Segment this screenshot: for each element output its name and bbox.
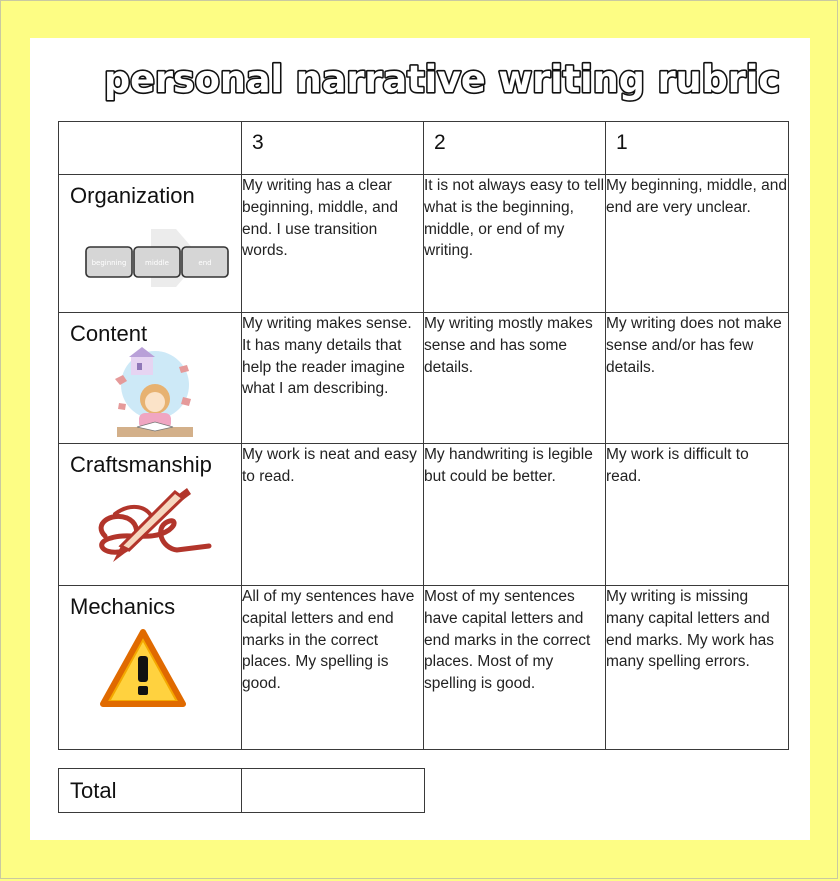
criterion-mechanics (59, 586, 242, 750)
row-organization (59, 175, 789, 313)
cell-content-3: My writing makes sense. It has many details that help the reader imagine what I am describing. (242, 313, 424, 444)
cell-organization-1: My beginning, middle, and end are very unclear. (606, 175, 789, 313)
criterion-label: Mechanics (70, 594, 176, 619)
cell-mechanics-1: My writing is missing many capital letters and end marks. My work has many spelling errors. (606, 586, 789, 750)
warning-icon (97, 626, 189, 712)
total-table (58, 768, 425, 813)
cell-craftsmanship-2: My handwriting is legible but could be better. (424, 444, 606, 586)
criterion-label: Content (70, 321, 148, 346)
total-row (59, 769, 425, 813)
criterion-craftsmanship (59, 444, 242, 586)
cell-craftsmanship-3: My work is neat and easy to read. (242, 444, 424, 586)
cell-content-1: My writing does not make sense and/or has few details. (606, 313, 789, 444)
pencil-signature-icon (91, 484, 215, 580)
title-text: personal narrative writing rubric (104, 57, 780, 101)
icon-label-beginning: beginning (91, 259, 127, 267)
girl-imagining-icon (109, 347, 201, 441)
cell-organization-2: It is not always easy to tell what is the beginning, middle, or end of my writing. (424, 175, 606, 313)
total-label-cell (59, 769, 242, 813)
cell-content-2: My writing mostly makes sense and has some details. (424, 313, 606, 444)
row-mechanics (59, 586, 789, 750)
total-label: Total (70, 778, 117, 803)
header-blank (59, 122, 242, 175)
cell-mechanics-3: All of my sentences have capital letters and end marks in the correct places. My spelling is good. (242, 586, 424, 750)
cell-mechanics-2: Most of my sentences have capital letters and end marks in the correct places. Most of my spelling is good. (424, 586, 606, 750)
cell-craftsmanship-1: My work is difficult to read. (606, 444, 789, 586)
header-score-2: 2 (424, 122, 606, 175)
beginning-middle-end-arrow-icon (83, 221, 233, 295)
criterion-label: Craftsmanship (70, 452, 212, 477)
page-title (98, 52, 788, 108)
total-value-cell[interactable] (242, 769, 425, 813)
criterion-label: Organization (70, 183, 195, 208)
cell-organization-3: My writing has a clear beginning, middle, and end. I use transition words. (242, 175, 424, 313)
row-craftsmanship (59, 444, 789, 586)
header-row (59, 122, 789, 175)
header-score-1: 1 (606, 122, 789, 175)
icon-label-end: end (198, 259, 212, 267)
icon-label-middle: middle (145, 259, 169, 267)
header-score-3: 3 (242, 122, 424, 175)
row-content (59, 313, 789, 444)
criterion-organization (59, 175, 242, 313)
criterion-content (59, 313, 242, 444)
rubric-table (58, 121, 789, 750)
